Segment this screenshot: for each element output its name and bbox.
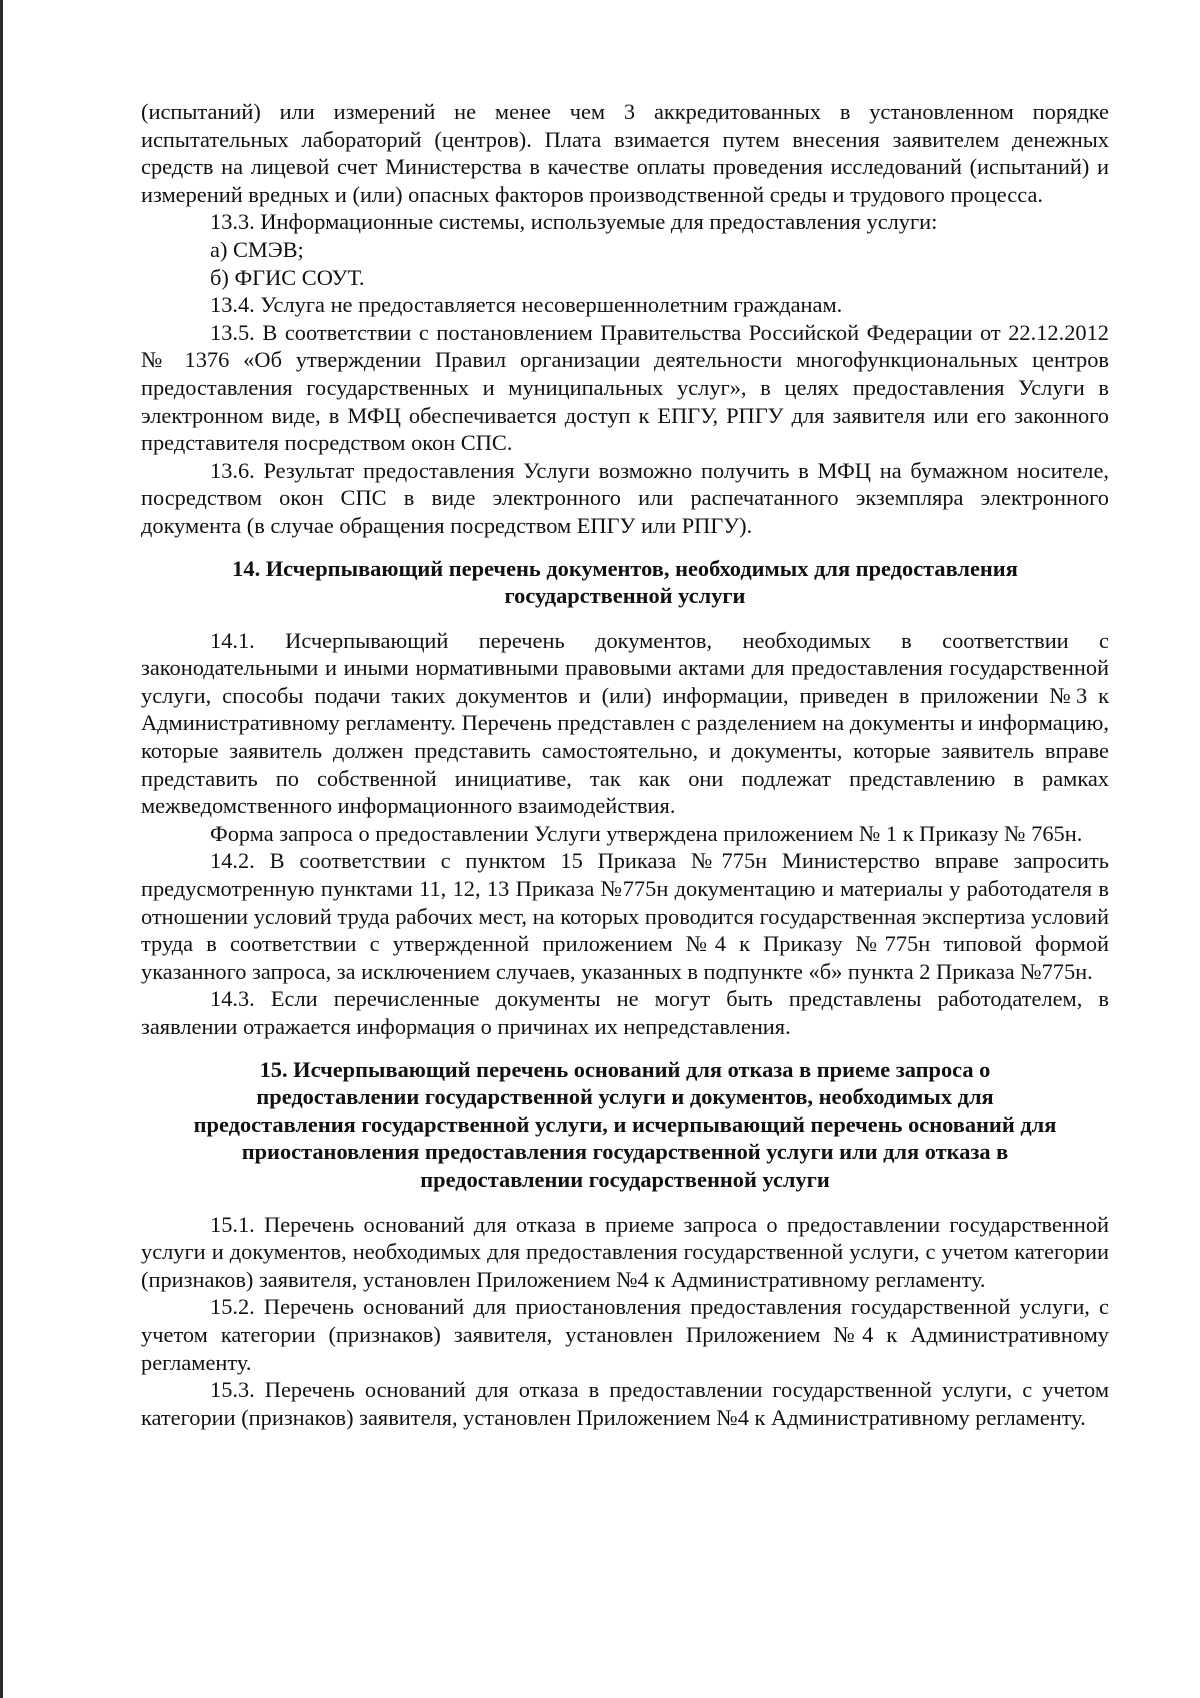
section-14-heading <box>141 555 1109 610</box>
paragraph-15-1: 15.1. Перечень оснований для отказа в приеме запроса о предоставлении государственной услуги и документов, необходимых для предоставления государственной услуги, с учетом категории (признаков) заявителя, установлен Приложением №4 к Административному регламенту. <box>141 1211 1109 1292</box>
section-15-heading-line: приостановления предоставления государственной услуги или для отказа в <box>241 1139 1009 1165</box>
paragraph-15-3: 15.3. Перечень оснований для отказа в предоставлении государственной услуги, с учетом категории (признаков) заявителя, установлен Приложением №4 к Административному регламенту. <box>141 1377 1109 1430</box>
document-page <box>141 98 1109 1431</box>
paragraph-13-4: 13.4. Услуга не предоставляется несовершеннолетним гражданам. <box>210 292 843 318</box>
section-15-heading <box>141 1056 1109 1194</box>
section-14-heading-line: 14. Исчерпывающий перечень документов, необходимых для предоставления <box>232 555 1018 581</box>
section-15-heading-line: предоставления государственной услуги, и исчерпывающий перечень оснований для <box>193 1111 1057 1137</box>
paragraph-14-1: 14.1. Исчерпывающий перечень документов, необходимых в соответствии с законодательными и иными нормативными правовыми актами для предоставления государственной услуги, способы подачи таких документов и (или) информации, приведен в приложении №3 к Административному регламенту. Перечень представлен с разделением на документы и информацию, которые заявитель должен представить самостоятельно, и документы, которые заявитель вправе представить по собственной инициативе, так как они подлежат представлению в рамках межведомственного информационного взаимодействия. <box>141 627 1109 819</box>
paragraph-15-2: 15.2. Перечень оснований для приостановления предоставления государственной услуги, с учетом категории (признаков) заявителя, установлен Приложением №4 к Административному регламенту. <box>141 1294 1109 1375</box>
paragraph-13-6: 13.6. Результат предоставления Услуги возможно получить в МФЦ на бумажном носителе, посредством окон СПС в виде электронного или распечатанного экземпляра электронного документа (в случае обращения посредством ЕПГУ или РПГУ). <box>141 457 1109 538</box>
section-15-heading-line: предоставлении государственной услуги и документов, необходимых для <box>256 1084 994 1110</box>
list-item-13-3-b: б) ФГИС СОУТ. <box>210 264 365 290</box>
scan-left-edge <box>0 0 3 1698</box>
paragraph-14-1-form: Форма запроса о предоставлении Услуги утверждена приложением № 1 к Приказу № 765н. <box>210 820 1083 846</box>
section-15-heading-line: предоставлении государственной услуги <box>420 1166 830 1192</box>
section-15-heading-line: 15. Исчерпывающий перечень оснований для отказа в приеме запроса о <box>259 1056 991 1082</box>
intro-paragraph: (испытаний) или измерений не менее чем 3 аккредитованных в установленном порядке испытательных лабораторий (центров). Плата взимается путем внесения заявителем денежных средств на лицевой счет Министерства в качестве оплаты проведения исследований (испытаний) и измерений вредных и (или) опасных факторов производственной среды и трудового процесса. <box>141 99 1109 207</box>
paragraph-13-3: 13.3. Информационные системы, используемые для предоставления услуги: <box>210 209 938 235</box>
list-item-13-3-a: а) СМЭВ; <box>210 236 304 262</box>
section-14-heading-line: государственной услуги <box>504 583 746 609</box>
paragraph-13-5: 13.5. В соответствии с постановлением Правительства Российской Федерации от 22.12.2012 № 1376 «Об утверждении Правил организации деятельности многофункциональных центров предоставления государственных и муниципальных услуг», в целях предоставления Услуги в электронном виде, в МФЦ обеспечивается доступ к ЕПГУ, РПГУ для заявителя или его законного представителя посредством окон СПС. <box>141 319 1109 456</box>
paragraph-14-3: 14.3. Если перечисленные документы не могут быть представлены работодателем, в заявлении отражается информация о причинах их непредставления. <box>141 986 1109 1039</box>
paragraph-14-2: 14.2. В соответствии с пунктом 15 Приказа №775н Министерство вправе запросить предусмотренную пунктами 11, 12, 13 Приказа №775н документацию и материалы у работодателя в отношении условий труда рабочих мест, на которых проводится государственная экспертиза условий труда в соответствии с утвержденной приложением №4 к Приказу №775н типовой формой указанного запроса, за исключением случаев, указанных в подпункте «б» пункта 2 Приказа №775н. <box>141 848 1109 984</box>
